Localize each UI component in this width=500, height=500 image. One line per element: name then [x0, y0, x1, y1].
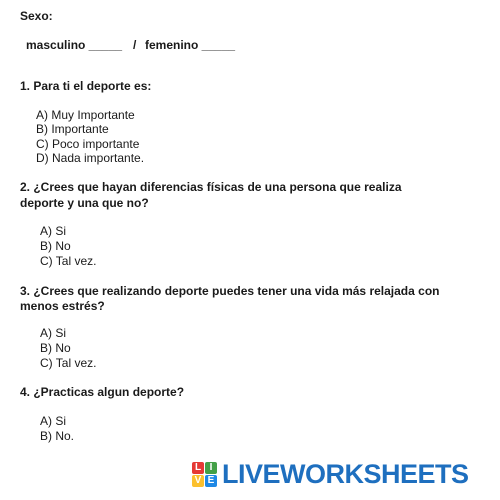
question-2-option-c[interactable]: C) Tal vez.: [40, 254, 97, 268]
question-4-option-a[interactable]: A) Si: [40, 414, 67, 428]
question-3-text-line-2: menos estrés?: [20, 299, 105, 313]
question-3-option-a[interactable]: A) Si: [40, 326, 67, 340]
logo-tile-l: L: [192, 462, 204, 474]
question-1-option-d[interactable]: D) Nada importante.: [36, 151, 145, 165]
question-4-text: 4. ¿Practicas algun deporte?: [20, 385, 185, 399]
question-2-option-a[interactable]: A) Si: [40, 224, 67, 238]
question-1-option-c[interactable]: C) Poco importante: [36, 137, 140, 151]
question-2-text-line-1: 2. ¿Crees que hayan diferencias físicas de una persona que realiza: [20, 180, 402, 194]
liveworksheets-logo: [192, 459, 469, 489]
question-4-option-b[interactable]: B) No.: [40, 429, 75, 443]
question-2-option-b[interactable]: B) No: [40, 239, 71, 253]
question-3-option-c[interactable]: C) Tal vez.: [40, 356, 97, 370]
question-2-text-line-2: deporte y una que no?: [20, 196, 149, 210]
masculino-field[interactable]: masculino _____: [26, 38, 123, 52]
logo-tile-i: I: [205, 462, 217, 474]
question-1-text: 1. Para ti el deporte es:: [20, 79, 152, 93]
logo-tiles: [192, 462, 217, 487]
question-3-option-b[interactable]: B) No: [40, 341, 71, 355]
logo-tile-e: E: [205, 475, 217, 487]
logo-wordmark: LIVEWORKSHEETS: [222, 459, 469, 489]
question-1-option-b[interactable]: B) Importante: [36, 122, 109, 136]
question-3-text-line-1: 3. ¿Crees que realizando deporte puedes tener una vida más relajada con: [20, 284, 440, 298]
sexo-separator: /: [133, 38, 137, 52]
femenino-field[interactable]: femenino _____: [145, 38, 236, 52]
logo-tile-v: V: [192, 475, 204, 487]
question-1-option-a[interactable]: A) Muy Importante: [36, 108, 135, 122]
sexo-label: Sexo:: [20, 9, 53, 23]
